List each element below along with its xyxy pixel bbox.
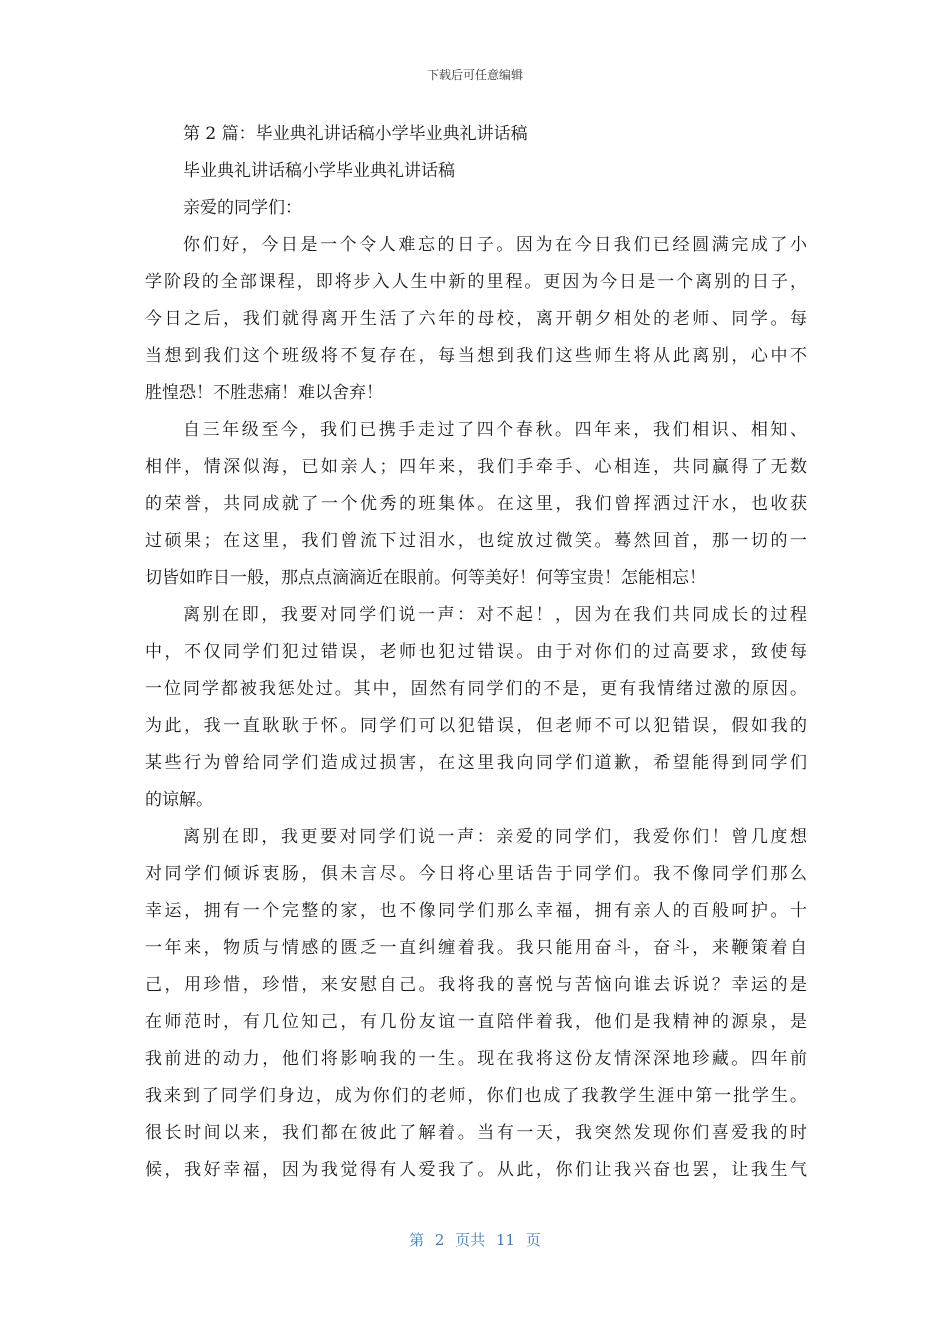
paragraph-line: 今日之后，我们就得离开生活了六年的母校，离开朝夕相处的老师、同学。每 xyxy=(145,309,807,329)
paragraph-line: 中，不仅同学们犯过错误，老师也犯过错误。由于对你们的过高要求，致使每 xyxy=(145,642,807,662)
paragraph-line: 一年来，物质与情感的匮乏一直纠缠着我。我只能用奋斗，奋斗，来鞭策着自 xyxy=(145,938,807,958)
document-body xyxy=(145,116,807,1189)
paragraph-line: 为此，我一直耿耿于怀。同学们可以犯错误，但老师不可以犯错误，假如我的 xyxy=(145,716,807,736)
paragraph-line: 幸运，拥有一个完整的家，也不像同学们那么幸福，拥有亲人的百般呵护。十 xyxy=(145,901,807,921)
document-heading: 第 2 篇：毕业典礼讲话稿小学毕业典礼讲话稿 xyxy=(183,124,528,144)
page-header-note: 下载后可任意编辑 xyxy=(426,68,523,82)
paragraph-line: 你们好，今日是一个令人难忘的日子。因为在今日我们已经圆满完成了小 xyxy=(183,235,807,255)
paragraph-2 xyxy=(145,412,807,597)
paragraph-line: 某些行为曾给同学们造成过损害，在这里我向同学们道歉，希望能得到同学们 xyxy=(145,753,807,773)
paragraph-line: 自三年级至今，我们已携手走过了四个春秋。四年来，我们相识、相知、 xyxy=(183,420,807,440)
paragraph-4 xyxy=(145,819,807,1189)
paragraph-line: 候，我好幸福，因为我觉得有人爱我了。从此，你们让我兴奋也罢，让我生气 xyxy=(145,1160,807,1180)
paragraph-line: 的谅解。 xyxy=(145,790,213,810)
paragraph-line: 离别在即，我更要对同学们说一声：亲爱的同学们，我爱你们！曾几度想 xyxy=(183,827,807,847)
paragraph-line: 的荣誉，共同成就了一个优秀的班集体。在这里，我们曾挥洒过汗水，也收获 xyxy=(145,494,807,514)
salutation: 亲爱的同学们： xyxy=(183,198,302,218)
paragraph-line: 过硕果；在这里，我们曾流下过泪水，也绽放过微笑。蓦然回首，那一切的一 xyxy=(145,531,807,551)
paragraph-line: 一位同学都被我惩处过。其中，固然有同学们的不是，更有我情绪过激的原因。 xyxy=(145,679,807,699)
paragraph-line: 胜惶恐！不胜悲痛！难以舍弃！ xyxy=(145,383,383,403)
document-subheading: 毕业典礼讲话稿小学毕业典礼讲话稿 xyxy=(183,161,455,181)
paragraph-line: 很长时间以来，我们都在彼此了解着。当有一天，我突然发现你们喜爱我的时 xyxy=(145,1123,807,1143)
paragraph-line: 当想到我们这个班级将不复存在，每当想到我们这些师生将从此离别，心中不 xyxy=(145,346,807,366)
paragraph-line: 我来到了同学们身边，成为你们的老师，你们也成了我教学生涯中第一批学生。 xyxy=(145,1086,807,1106)
paragraph-1 xyxy=(145,227,807,412)
paragraph-line: 我前进的动力，他们将影响我的一生。现在我将这份友情深深地珍藏。四年前 xyxy=(145,1049,807,1069)
paragraph-line: 切皆如昨日一般，那点点滴滴近在眼前。何等美好！何等宝贵！怎能相忘！ xyxy=(145,568,706,588)
paragraph-line: 在师范时，有几位知己，有几份友谊一直陪伴着我，他们是我精神的源泉，是 xyxy=(145,1012,807,1032)
paragraph-line: 学阶段的全部课程，即将步入人生中新的里程。更因为今日是一个离别的日子， xyxy=(145,272,807,292)
page-number-footer: 第 2 页共 11 页 xyxy=(409,1231,541,1249)
paragraph-line: 离别在即，我要对同学们说一声：对不起！，因为在我们共同成长的过程 xyxy=(183,605,807,625)
paragraph-line: 己，用珍惜，珍惜，来安慰自己。我将我的喜悦与苦恼向谁去诉说？幸运的是 xyxy=(145,975,807,995)
paragraph-line: 相伴，情深似海，已如亲人；四年来，我们手牵手、心相连，共同赢得了无数 xyxy=(145,457,807,477)
paragraph-3 xyxy=(145,597,807,819)
paragraph-line: 对同学们倾诉衷肠，俱未言尽。今日将心里话告于同学们。我不像同学们那么 xyxy=(145,864,807,884)
